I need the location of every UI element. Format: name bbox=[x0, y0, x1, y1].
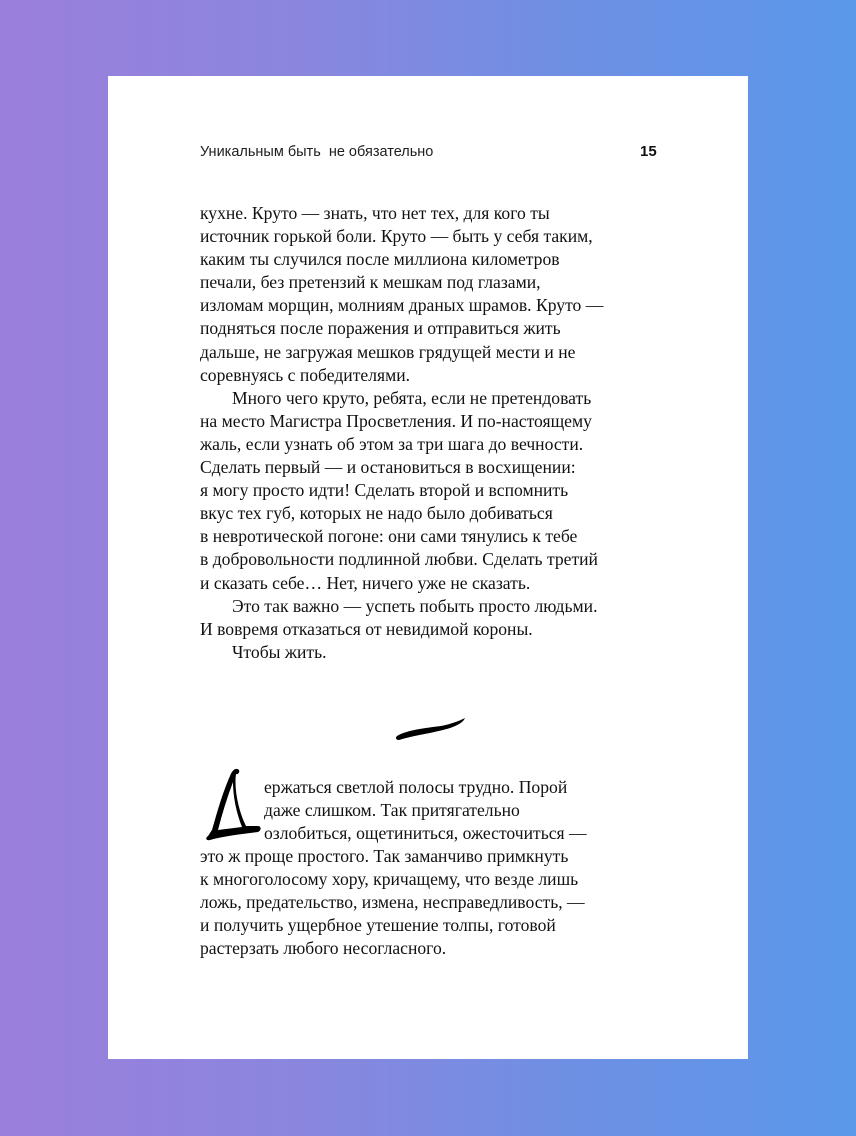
text-line: печали, без претензий к мешкам под глазами, bbox=[200, 272, 541, 293]
text-line: соревнуясь с победителями. bbox=[200, 364, 411, 385]
text-line: растерзать любого несогласного. bbox=[200, 938, 447, 958]
text-line: и сказать себе… Нет, ничего уже не сказать. bbox=[200, 572, 531, 593]
text-line: озлобиться, ощетиниться, ожесточиться — bbox=[264, 823, 587, 843]
paragraph-start-line: Чтобы жить. bbox=[232, 641, 327, 662]
text-line: Сделать первый — и остановиться в восхищении: bbox=[200, 457, 576, 478]
text-line: это ж проще простого. Так заманчиво примкнуть bbox=[200, 846, 569, 866]
paragraph-start-line: Это так важно — успеть побыть просто людьми. bbox=[232, 595, 598, 616]
text-line: подняться после поражения и отправиться жить bbox=[200, 318, 561, 339]
text-line: изломам морщин, молниям драных шрамов. Круто — bbox=[200, 295, 604, 316]
text-line: источник горькой боли. Круто — быть у себя таким, bbox=[200, 226, 593, 247]
text-line: кухне. Круто — знать, что нет тех, для кого ты bbox=[200, 203, 550, 223]
text-line: я могу просто идти! Сделать второй и вспомнить bbox=[200, 480, 569, 501]
text-line: в добровольности подлинной любви. Сделать третий bbox=[200, 549, 598, 570]
text-line: И вовремя отказаться от невидимой короны. bbox=[200, 618, 533, 639]
text-line: даже слишком. Так притягательно bbox=[264, 800, 520, 820]
text-line: ложь, предательство, измена, несправедливость, — bbox=[200, 892, 585, 912]
book-page bbox=[108, 76, 748, 1059]
running-title: Уникальным быть не обязательно bbox=[200, 144, 434, 160]
text-line: к многоголосому хору, кричащему, что везде лишь bbox=[200, 869, 579, 889]
text-line: и получить ущербное утешение толпы, готовой bbox=[200, 915, 556, 935]
dropcap-paragraph bbox=[200, 776, 670, 845]
text-line: дальше, не загружая мешков грядущей мести и не bbox=[200, 341, 576, 362]
paragraph-start-line: Много чего круто, ребята, если не претендовать bbox=[232, 387, 592, 408]
text-line: ержаться светлой полосы трудно. Порой bbox=[264, 777, 568, 797]
brush-stroke-separator-icon bbox=[395, 716, 467, 742]
text-line: на место Магистра Просветления. И по-настоящему bbox=[200, 410, 592, 431]
text-line: в невротической погоне: они сами тянулись к тебе bbox=[200, 526, 578, 547]
text-line: каким ты случился после миллиона километров bbox=[200, 249, 560, 270]
body-text bbox=[200, 202, 670, 664]
text-line: вкус тех губ, которых не надо было добиваться bbox=[200, 503, 553, 524]
section-text bbox=[200, 776, 670, 960]
page-number: 15 bbox=[640, 143, 657, 160]
text-line: жаль, если узнать об этом за три шага до вечности. bbox=[200, 433, 584, 454]
